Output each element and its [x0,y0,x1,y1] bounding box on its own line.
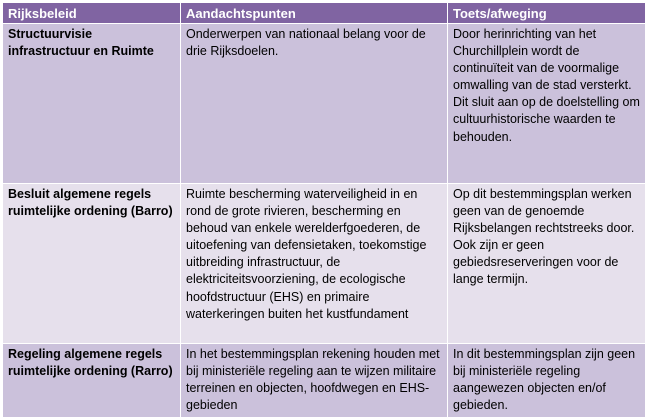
policy-table [2,2,646,418]
table-row [3,184,646,344]
cell-aandachtspunten: Ruimte bescherming waterveiligheid in en rond de grote rivieren, bescherming en behoud van enkele werelderfgoederen, de uitoefening van defensietaken, toekomstige uitbreiding infrastructuur, de elektriciteitsvoorziening, de ecologische hoofdstructuur (EHS) en primaire waterkeringen buiten het kustfundament [181,184,448,344]
cell-toets: Op dit bestemmingsplan werken geen van de genoemde Rijksbelangen rechtstreeks door. Ook zijn er geen gebiedsreserveringen voor de lange termijn. [448,184,646,344]
table-row [3,344,646,418]
header-aandachtspunten: Aandachtspunten [181,3,448,24]
table-row [3,24,646,184]
header-rijksbeleid: Rijksbeleid [3,3,181,24]
cell-toets: Door herinrichting van het Churchillplein wordt de continuïteit van de voormalige omwalling van de stad versterkt. Dit sluit aan op de doelstelling om cultuurhistorische waarden te behouden. [448,24,646,184]
table-header-row [3,3,646,24]
cell-beleid: Structuurvisie infrastructuur en Ruimte [3,24,181,184]
cell-beleid: Besluit algemene regels ruimtelijke ordening (Barro) [3,184,181,344]
cell-aandachtspunten: Onderwerpen van nationaal belang voor de drie Rijksdoelen. [181,24,448,184]
cell-aandachtspunten: In het bestemmingsplan rekening houden met bij ministeriële regeling aan te wijzen militaire terreinen en objecten, hoofdwegen en EHS-gebieden [181,344,448,418]
cell-toets: In dit bestemmingsplan zijn geen bij ministeriële regeling aangewezen objecten en/of gebieden. [448,344,646,418]
header-toets-afweging: Toets/afweging [448,3,646,24]
cell-beleid: Regeling algemene regels ruimtelijke ordening (Rarro) [3,344,181,418]
